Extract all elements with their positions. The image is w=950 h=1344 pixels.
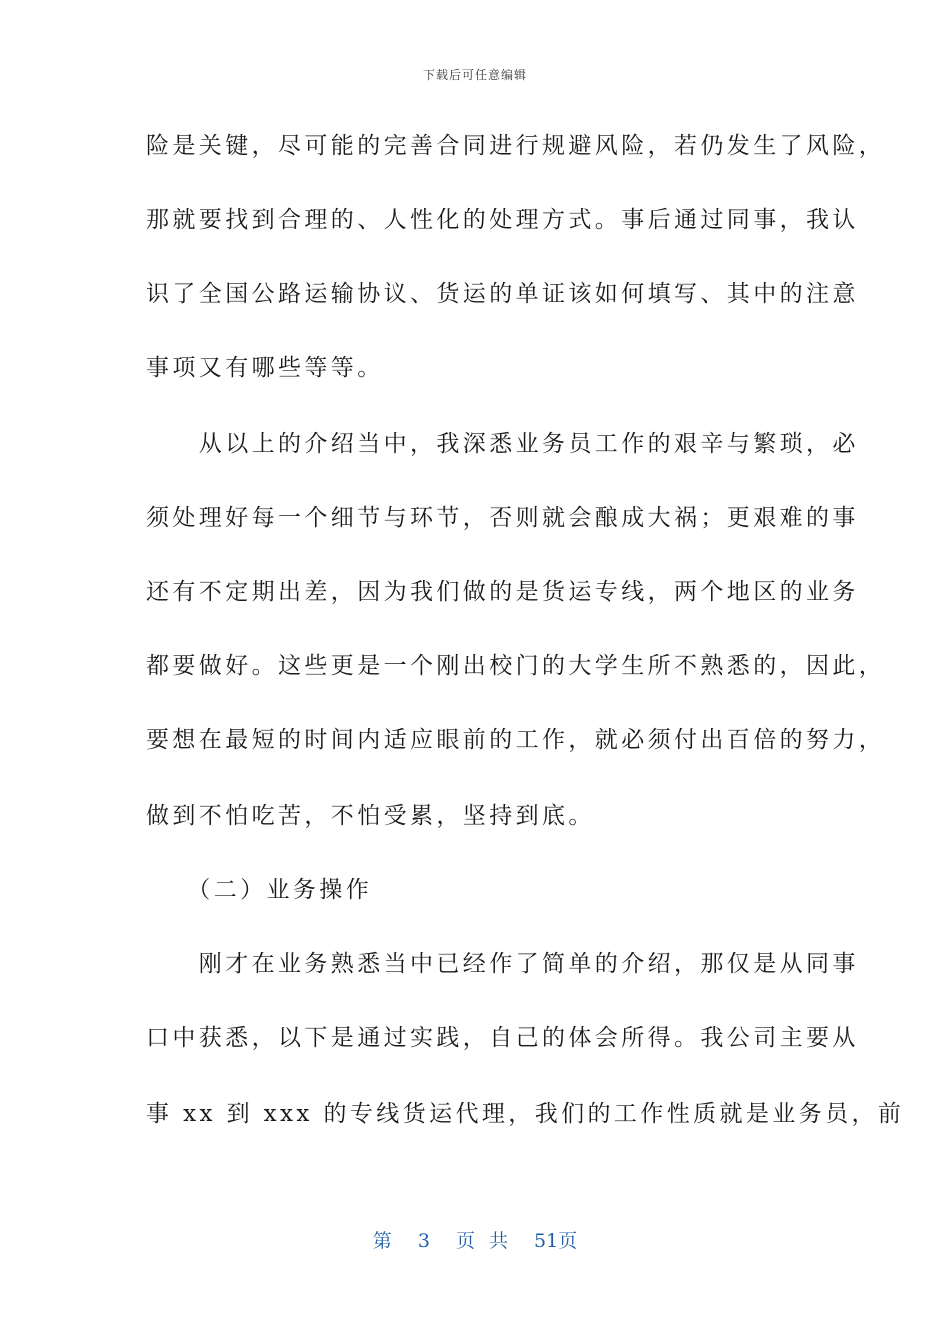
text-line: 都要做好。这些更是一个刚出校门的大学生所不熟悉的，因此， bbox=[146, 653, 886, 679]
text-line: 险是关键，尽可能的完善合同进行规避风险，若仍发生了风险， bbox=[146, 133, 886, 159]
text-line: 事 xx 到 xxx 的专线货运代理，我们的工作性质就是业务员，前 bbox=[146, 1101, 905, 1127]
text-line: 须处理好每一个细节与环节，否则就会酿成大祸；更艰难的事 bbox=[146, 505, 859, 531]
text-line: 从以上的介绍当中，我深悉业务员工作的艰辛与繁琐，必 bbox=[146, 431, 859, 457]
text-line: 刚才在业务熟悉当中已经作了简单的介绍，那仅是从同事 bbox=[146, 951, 859, 977]
text-line: 识了全国公路运输协议、货运的单证该如何填写、其中的注意 bbox=[146, 281, 859, 307]
total-pages: 51页 bbox=[534, 1230, 578, 1252]
text-line: 做到不怕吃苦，不怕受累，坚持到底。 bbox=[146, 803, 595, 829]
footer-prefix: 第 bbox=[372, 1230, 392, 1252]
header-note: 下载后可任意编辑 bbox=[422, 68, 527, 82]
text-line: 还有不定期出差，因为我们做的是货运专线，两个地区的业务 bbox=[146, 579, 859, 605]
text-line: 事项又有哪些等等。 bbox=[146, 355, 384, 381]
section-heading: （二）业务操作 bbox=[146, 877, 373, 903]
footer-middle: 页 共 bbox=[455, 1230, 508, 1252]
text-line: 口中获悉，以下是通过实践，自己的体会所得。我公司主要从 bbox=[146, 1025, 859, 1051]
text-line: 那就要找到合理的、人性化的处理方式。事后通过同事，我认 bbox=[146, 207, 859, 233]
text-line: 要想在最短的时间内适应眼前的工作，就必须付出百倍的努力， bbox=[146, 727, 886, 753]
page-footer bbox=[0, 1226, 950, 1253]
current-page-number: 3 bbox=[417, 1230, 430, 1252]
